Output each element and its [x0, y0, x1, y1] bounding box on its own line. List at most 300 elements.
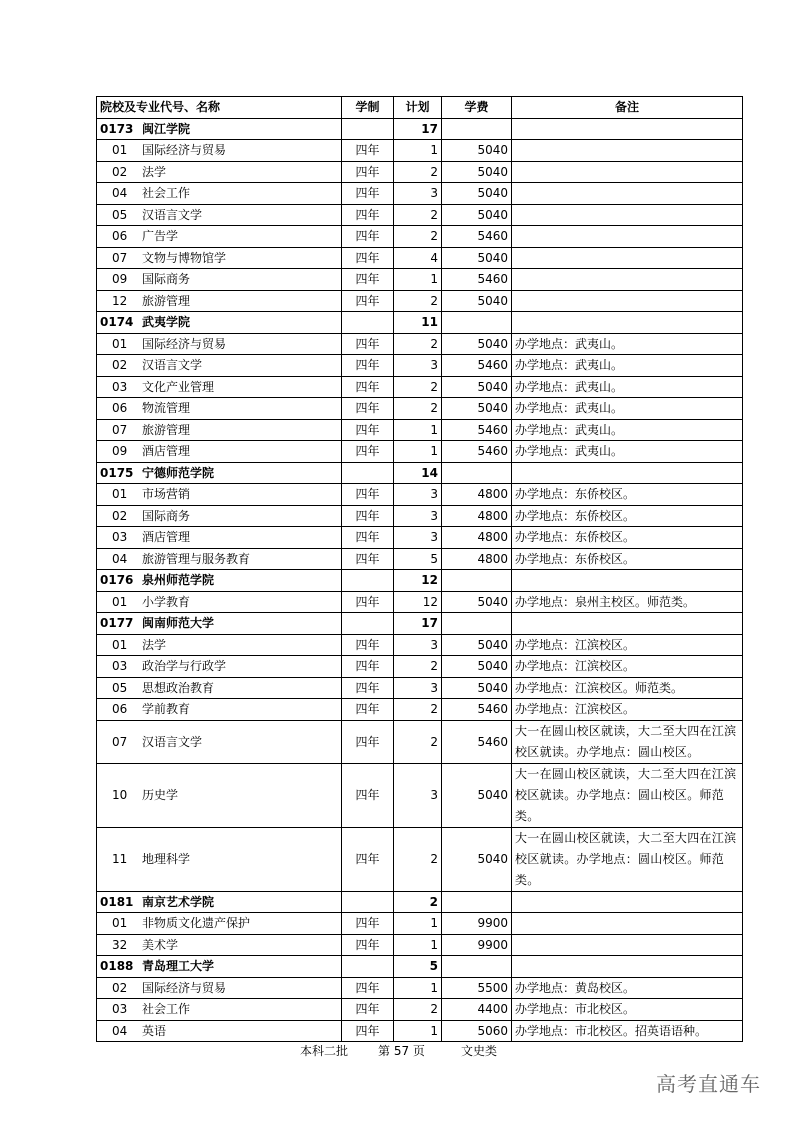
school-cell [97, 956, 342, 978]
major-row [97, 355, 743, 377]
major-name: 文化产业管理 [142, 379, 215, 394]
major-duration: 四年 [342, 677, 394, 699]
major-row [97, 441, 743, 463]
major-cell [97, 161, 342, 183]
major-duration: 四年 [342, 247, 394, 269]
major-fee: 5040 [442, 376, 512, 398]
major-cell [97, 484, 342, 506]
major-plan: 1 [394, 441, 442, 463]
major-duration: 四年 [342, 161, 394, 183]
major-duration: 四年 [342, 977, 394, 999]
major-code: 01 [112, 637, 128, 652]
major-code: 03 [112, 530, 128, 545]
major-remark: 办学地点：武夷山。 [512, 398, 743, 420]
major-cell [97, 269, 342, 291]
school-plan: 14 [394, 462, 442, 484]
major-code: 04 [112, 1023, 128, 1038]
major-row [97, 140, 743, 162]
major-row [97, 376, 743, 398]
school-code: 0174 [100, 315, 134, 330]
major-name: 历史学 [142, 788, 179, 802]
major-code: 04 [112, 186, 128, 201]
major-fee: 9900 [442, 913, 512, 935]
major-plan: 3 [394, 183, 442, 205]
major-duration: 四年 [342, 656, 394, 678]
major-name: 旅游管理 [142, 293, 191, 308]
major-code: 01 [112, 336, 128, 351]
major-name: 酒店管理 [142, 444, 191, 459]
major-fee: 5040 [442, 763, 512, 827]
major-row [97, 183, 743, 205]
major-row [97, 699, 743, 721]
major-fee: 5040 [442, 183, 512, 205]
major-remark: 办学地点：江滨校区。 [512, 656, 743, 678]
major-remark: 办学地点：江滨校区。 [512, 699, 743, 721]
major-code: 02 [112, 508, 128, 523]
major-fee: 5040 [442, 591, 512, 613]
major-plan: 2 [394, 720, 442, 763]
major-name: 社会工作 [142, 1002, 191, 1017]
school-fee-empty [442, 613, 512, 635]
major-cell [97, 441, 342, 463]
major-plan: 3 [394, 355, 442, 377]
major-row [97, 999, 743, 1021]
school-remark-empty [512, 462, 743, 484]
major-row [97, 161, 743, 183]
school-code: 0175 [100, 465, 134, 480]
major-code: 11 [112, 852, 128, 866]
major-fee: 5040 [442, 677, 512, 699]
major-cell [97, 977, 342, 999]
school-duration-empty [342, 118, 394, 140]
school-remark-empty [512, 956, 743, 978]
major-fee: 4400 [442, 999, 512, 1021]
major-cell [97, 183, 342, 205]
major-code: 09 [112, 444, 128, 459]
school-plan: 11 [394, 312, 442, 334]
school-row [97, 613, 743, 635]
major-row [97, 913, 743, 935]
major-name: 社会工作 [142, 186, 191, 201]
major-cell [97, 1020, 342, 1042]
school-duration-empty [342, 312, 394, 334]
school-row [97, 312, 743, 334]
major-duration: 四年 [342, 720, 394, 763]
school-duration-empty [342, 891, 394, 913]
major-row [97, 934, 743, 956]
major-code: 06 [112, 401, 128, 416]
major-plan: 1 [394, 140, 442, 162]
major-row [97, 226, 743, 248]
major-cell [97, 656, 342, 678]
major-code: 32 [112, 937, 128, 952]
school-remark-empty [512, 312, 743, 334]
school-row [97, 891, 743, 913]
major-remark: 办学地点：武夷山。 [512, 419, 743, 441]
major-plan: 2 [394, 656, 442, 678]
major-cell [97, 527, 342, 549]
major-name: 国际经济与贸易 [142, 143, 227, 158]
major-plan: 4 [394, 247, 442, 269]
major-plan: 2 [394, 204, 442, 226]
major-remark [512, 161, 743, 183]
major-code: 01 [112, 487, 128, 502]
header-remark: 备注 [512, 97, 743, 119]
major-name: 汉语言文学 [142, 207, 203, 222]
major-row [97, 527, 743, 549]
major-name: 汉语言文学 [142, 734, 203, 749]
school-fee-empty [442, 891, 512, 913]
major-remark: 办学地点：江滨校区。师范类。 [512, 677, 743, 699]
major-remark: 大一在圆山校区就读，大二至大四在江滨校区就读。办学地点：圆山校区。师范类。 [512, 763, 743, 827]
school-fee-empty [442, 118, 512, 140]
major-code: 01 [112, 143, 128, 158]
school-name: 闽江学院 [142, 121, 191, 136]
major-row [97, 591, 743, 613]
major-plan: 1 [394, 934, 442, 956]
major-duration: 四年 [342, 1020, 394, 1042]
major-cell [97, 226, 342, 248]
school-fee-empty [442, 312, 512, 334]
school-row [97, 118, 743, 140]
footer-page: 第 57 页 [378, 1044, 425, 1058]
major-duration: 四年 [342, 333, 394, 355]
major-plan: 1 [394, 913, 442, 935]
school-duration-empty [342, 570, 394, 592]
major-code: 01 [112, 594, 128, 609]
major-row [97, 977, 743, 999]
major-fee: 5460 [442, 699, 512, 721]
major-duration: 四年 [342, 441, 394, 463]
school-name: 武夷学院 [142, 315, 191, 330]
major-code: 02 [112, 980, 128, 995]
school-cell [97, 462, 342, 484]
major-cell [97, 827, 342, 891]
major-plan: 2 [394, 161, 442, 183]
school-duration-empty [342, 462, 394, 484]
major-plan: 2 [394, 999, 442, 1021]
header-duration: 学制 [342, 97, 394, 119]
major-code: 05 [112, 207, 128, 222]
major-duration: 四年 [342, 505, 394, 527]
major-code: 12 [112, 293, 128, 308]
major-name: 市场营销 [142, 487, 191, 502]
major-name: 法学 [142, 637, 167, 652]
major-code: 03 [112, 379, 128, 394]
major-name: 国际商务 [142, 508, 191, 523]
major-fee: 5460 [442, 355, 512, 377]
major-duration: 四年 [342, 204, 394, 226]
school-plan: 17 [394, 118, 442, 140]
school-code: 0177 [100, 616, 134, 631]
major-remark: 大一在圆山校区就读，大二至大四在江滨校区就读。办学地点：圆山校区。 [512, 720, 743, 763]
major-duration: 四年 [342, 355, 394, 377]
major-name: 国际经济与贸易 [142, 336, 227, 351]
footer-category: 文史类 [461, 1044, 498, 1058]
major-duration: 四年 [342, 290, 394, 312]
major-plan: 1 [394, 977, 442, 999]
school-remark-empty [512, 570, 743, 592]
major-remark [512, 247, 743, 269]
major-row [97, 827, 743, 891]
school-cell [97, 891, 342, 913]
major-cell [97, 548, 342, 570]
major-code: 06 [112, 702, 128, 717]
major-fee: 4800 [442, 548, 512, 570]
major-fee: 5460 [442, 720, 512, 763]
major-cell [97, 934, 342, 956]
major-plan: 2 [394, 398, 442, 420]
major-plan: 2 [394, 226, 442, 248]
major-code: 10 [112, 788, 128, 802]
major-duration: 四年 [342, 934, 394, 956]
major-cell [97, 913, 342, 935]
major-row [97, 548, 743, 570]
major-duration: 四年 [342, 484, 394, 506]
major-cell [97, 699, 342, 721]
major-remark: 办学地点：市北校区。招英语语种。 [512, 1020, 743, 1042]
major-code: 03 [112, 1002, 128, 1017]
major-row [97, 204, 743, 226]
major-row [97, 763, 743, 827]
school-name: 闽南师范大学 [142, 616, 215, 631]
major-remark: 办学地点：泉州主校区。师范类。 [512, 591, 743, 613]
major-fee: 5460 [442, 419, 512, 441]
major-plan: 2 [394, 699, 442, 721]
school-cell [97, 312, 342, 334]
major-remark: 办学地点：东侨校区。 [512, 548, 743, 570]
school-duration-empty [342, 956, 394, 978]
major-row [97, 634, 743, 656]
major-plan: 3 [394, 484, 442, 506]
major-plan: 12 [394, 591, 442, 613]
major-code: 02 [112, 164, 128, 179]
major-name: 法学 [142, 164, 167, 179]
major-name: 汉语言文学 [142, 358, 203, 373]
major-plan: 2 [394, 827, 442, 891]
school-fee-empty [442, 956, 512, 978]
major-name: 旅游管理 [142, 422, 191, 437]
school-fee-empty [442, 462, 512, 484]
school-name: 宁德师范学院 [142, 465, 215, 480]
major-row [97, 419, 743, 441]
major-cell [97, 419, 342, 441]
major-plan: 2 [394, 376, 442, 398]
major-duration: 四年 [342, 140, 394, 162]
major-plan: 5 [394, 548, 442, 570]
major-remark [512, 140, 743, 162]
major-fee: 5040 [442, 333, 512, 355]
school-code: 0173 [100, 121, 134, 136]
major-code: 06 [112, 229, 128, 244]
major-fee: 5040 [442, 290, 512, 312]
major-cell [97, 999, 342, 1021]
major-code: 09 [112, 272, 128, 287]
major-plan: 3 [394, 677, 442, 699]
header-fee: 学费 [442, 97, 512, 119]
major-cell [97, 763, 342, 827]
footer-batch: 本科二批 [300, 1044, 349, 1058]
major-code: 07 [112, 734, 128, 749]
major-plan: 3 [394, 527, 442, 549]
major-code: 01 [112, 916, 128, 931]
major-fee: 5460 [442, 269, 512, 291]
major-fee: 5040 [442, 161, 512, 183]
major-remark: 办学地点：江滨校区。 [512, 634, 743, 656]
major-row [97, 333, 743, 355]
watermark-text: 高考直通车 [656, 1072, 761, 1096]
major-fee: 5040 [442, 204, 512, 226]
major-row [97, 505, 743, 527]
major-row [97, 656, 743, 678]
major-cell [97, 333, 342, 355]
major-duration: 四年 [342, 913, 394, 935]
school-code: 0188 [100, 959, 134, 974]
major-cell [97, 677, 342, 699]
major-duration: 四年 [342, 398, 394, 420]
major-name: 国际商务 [142, 272, 191, 287]
major-fee: 4800 [442, 505, 512, 527]
major-remark: 办学地点：东侨校区。 [512, 505, 743, 527]
major-name: 广告学 [142, 229, 179, 244]
major-duration: 四年 [342, 376, 394, 398]
major-duration: 四年 [342, 269, 394, 291]
major-cell [97, 398, 342, 420]
major-name: 文物与博物馆学 [142, 250, 227, 265]
major-code: 07 [112, 250, 128, 265]
major-name: 政治学与行政学 [142, 659, 227, 674]
major-code: 02 [112, 358, 128, 373]
header-name: 院校及专业代号、名称 [97, 97, 342, 119]
major-duration: 四年 [342, 226, 394, 248]
major-remark [512, 226, 743, 248]
school-duration-empty [342, 613, 394, 635]
major-row [97, 398, 743, 420]
major-cell [97, 247, 342, 269]
major-name: 物流管理 [142, 401, 191, 416]
major-remark: 办学地点：武夷山。 [512, 355, 743, 377]
major-fee: 5460 [442, 441, 512, 463]
major-remark [512, 290, 743, 312]
major-plan: 3 [394, 763, 442, 827]
major-remark: 办学地点：东侨校区。 [512, 484, 743, 506]
major-row [97, 484, 743, 506]
major-duration: 四年 [342, 699, 394, 721]
major-code: 05 [112, 680, 128, 695]
major-duration: 四年 [342, 527, 394, 549]
school-remark-empty [512, 891, 743, 913]
major-remark: 办学地点：武夷山。 [512, 441, 743, 463]
school-code: 0181 [100, 894, 134, 909]
major-plan: 2 [394, 333, 442, 355]
major-remark: 大一在圆山校区就读，大二至大四在江滨校区就读。办学地点：圆山校区。师范类。 [512, 827, 743, 891]
major-cell [97, 591, 342, 613]
table-header-row [97, 97, 743, 119]
major-plan: 1 [394, 269, 442, 291]
major-cell [97, 505, 342, 527]
school-plan: 12 [394, 570, 442, 592]
major-code: 07 [112, 422, 128, 437]
major-remark: 办学地点：武夷山。 [512, 376, 743, 398]
major-code: 03 [112, 659, 128, 674]
major-fee: 4800 [442, 527, 512, 549]
major-remark: 办学地点：黄岛校区。 [512, 977, 743, 999]
major-duration: 四年 [342, 634, 394, 656]
major-duration: 四年 [342, 591, 394, 613]
major-remark: 办学地点：武夷山。 [512, 333, 743, 355]
major-plan: 2 [394, 290, 442, 312]
school-row [97, 956, 743, 978]
major-name: 美术学 [142, 937, 179, 952]
major-cell [97, 140, 342, 162]
school-plan: 2 [394, 891, 442, 913]
school-remark-empty [512, 118, 743, 140]
enrollment-plan-table [96, 96, 743, 1042]
school-plan: 5 [394, 956, 442, 978]
major-fee: 4800 [442, 484, 512, 506]
major-duration: 四年 [342, 763, 394, 827]
major-fee: 5040 [442, 634, 512, 656]
major-cell [97, 634, 342, 656]
school-code: 0176 [100, 573, 134, 588]
major-name: 思想政治教育 [142, 680, 215, 695]
major-name: 非物质文化遗产保护 [142, 916, 251, 931]
major-row [97, 269, 743, 291]
major-remark [512, 183, 743, 205]
major-row [97, 1020, 743, 1042]
major-cell [97, 720, 342, 763]
major-code: 04 [112, 551, 128, 566]
major-plan: 3 [394, 505, 442, 527]
major-duration: 四年 [342, 827, 394, 891]
major-remark [512, 913, 743, 935]
major-name: 英语 [142, 1023, 167, 1038]
school-remark-empty [512, 613, 743, 635]
school-cell [97, 118, 342, 140]
major-duration: 四年 [342, 548, 394, 570]
major-cell [97, 355, 342, 377]
major-plan: 1 [394, 419, 442, 441]
school-plan: 17 [394, 613, 442, 635]
school-cell [97, 613, 342, 635]
major-fee: 5040 [442, 656, 512, 678]
major-name: 国际经济与贸易 [142, 980, 227, 995]
school-cell [97, 570, 342, 592]
major-row [97, 677, 743, 699]
major-row [97, 290, 743, 312]
major-fee: 5060 [442, 1020, 512, 1042]
major-name: 旅游管理与服务教育 [142, 551, 251, 566]
major-remark: 办学地点：东侨校区。 [512, 527, 743, 549]
school-fee-empty [442, 570, 512, 592]
major-cell [97, 204, 342, 226]
major-remark: 办学地点：市北校区。 [512, 999, 743, 1021]
major-remark [512, 934, 743, 956]
major-fee: 9900 [442, 934, 512, 956]
major-duration: 四年 [342, 183, 394, 205]
school-row [97, 462, 743, 484]
major-remark [512, 204, 743, 226]
school-name: 南京艺术学院 [142, 894, 215, 909]
major-plan: 3 [394, 634, 442, 656]
major-fee: 5460 [442, 226, 512, 248]
major-plan: 1 [394, 1020, 442, 1042]
school-row [97, 570, 743, 592]
major-cell [97, 290, 342, 312]
major-fee: 5040 [442, 398, 512, 420]
major-cell [97, 376, 342, 398]
header-plan: 计划 [394, 97, 442, 119]
